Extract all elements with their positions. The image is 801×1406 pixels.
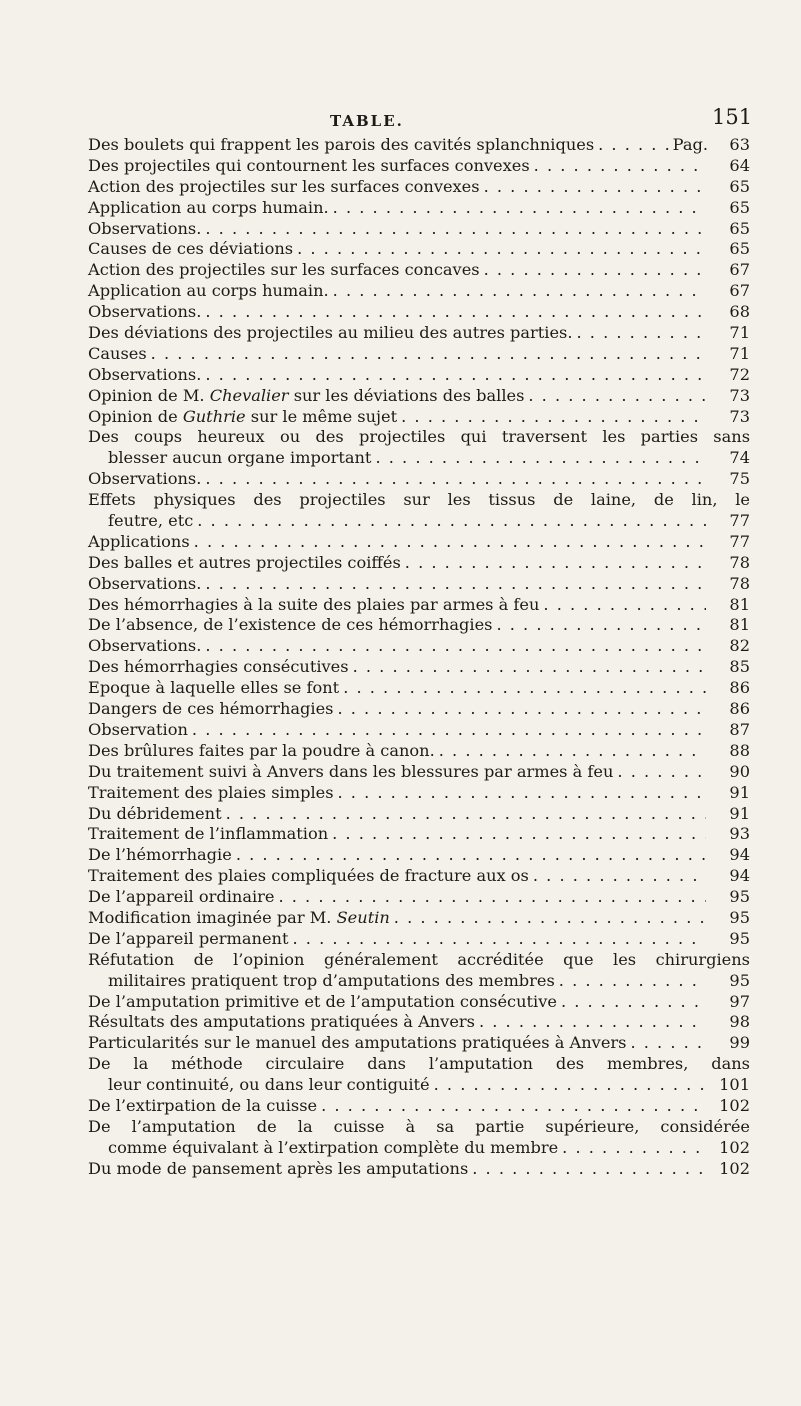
toc-entry-text: Du débridement	[88, 803, 222, 823]
toc-entry-page-number: 81	[729, 594, 750, 614]
toc-entry-text: Causes	[88, 343, 147, 363]
toc-entry	[88, 532, 750, 553]
toc-entry-line	[88, 741, 750, 762]
toc-entry-line	[88, 720, 750, 741]
dot-leader	[293, 929, 707, 950]
toc-entry-page-number: 91	[729, 782, 750, 802]
toc-entry-line	[88, 198, 750, 219]
toc-entry	[88, 950, 750, 992]
toc-entry-page-number: 99	[729, 1033, 750, 1053]
running-title: TABLE.	[330, 112, 404, 130]
toc-entry-line	[88, 344, 750, 365]
toc-entry-page-number: 75	[729, 469, 750, 489]
toc-entry-line	[88, 156, 750, 177]
toc-entry-continuation-line	[88, 448, 750, 469]
dot-leader	[205, 469, 706, 490]
toc-entry-text: Des déviations des projectiles au milieu des autres parties.	[88, 323, 573, 343]
toc-entry-line	[88, 177, 750, 198]
toc-entry-page-number: 71	[729, 343, 750, 363]
toc-entry-line	[88, 427, 750, 448]
toc-entry	[88, 1054, 750, 1096]
toc-entry-text: Réfutation de l’opinion généralement accréditée que les chirurgiens	[88, 949, 750, 969]
toc-entry	[88, 992, 750, 1013]
toc-entry-text: Modification imaginée par M. Seutin	[88, 907, 390, 927]
dot-leader	[439, 741, 706, 762]
toc-entry-line	[88, 365, 750, 386]
toc-entry-page-number: 86	[729, 699, 750, 719]
dot-leader	[528, 386, 706, 407]
toc-entry	[88, 1033, 750, 1054]
dot-leader	[484, 177, 706, 198]
toc-entry-text: feutre, etc	[108, 511, 194, 531]
toc-entry-line	[88, 929, 750, 950]
toc-entry	[88, 574, 750, 595]
toc-entry-line	[88, 866, 750, 887]
toc-entry-text: blesser aucun organe important	[108, 448, 372, 468]
toc-entry-line	[88, 887, 750, 908]
toc-entry	[88, 1096, 750, 1117]
toc-entry-page-number: 72	[729, 364, 750, 384]
dot-leader	[226, 804, 706, 825]
dot-leader	[598, 135, 669, 156]
toc-entry-page-number: 102	[719, 1095, 750, 1115]
toc-entry-text: Des coups heureux ou des projectiles qui traversent les parties sans	[88, 427, 750, 447]
dot-leader	[205, 636, 706, 657]
toc-entry-page-number: 93	[729, 824, 750, 844]
toc-entry-page-number: 63	[729, 135, 750, 154]
toc-entry-text: Observations.	[88, 364, 202, 384]
toc-entry-text: De l’extirpation de la cuisse	[88, 1095, 318, 1115]
toc-entry-page-number: 95	[729, 907, 750, 927]
toc-entry-line	[88, 469, 750, 490]
toc-entry	[88, 427, 750, 469]
dot-leader	[394, 908, 706, 929]
toc-entry-text: Dangers de ces hémorrhagies	[88, 699, 334, 719]
toc-entry-continuation-line	[88, 971, 750, 992]
toc-entry-continuation-line	[88, 511, 750, 532]
toc-entry	[88, 198, 750, 219]
toc-entry-page-number: 95	[729, 928, 750, 948]
toc-entry-text: De l’amputation de la cuisse à sa partie supérieure, considérée	[88, 1116, 750, 1136]
dot-leader	[353, 657, 706, 678]
toc-entry-page-number: 86	[729, 678, 750, 698]
toc-entry	[88, 323, 750, 344]
dot-leader	[562, 1138, 706, 1159]
toc-entry-page-number: 82	[729, 636, 750, 656]
toc-entry-page-number: 98	[729, 1012, 750, 1032]
toc-entry-text: Action des projectiles sur les surfaces convexes	[88, 176, 480, 196]
toc-entry-page-number: 102	[719, 1137, 750, 1157]
dot-leader	[533, 866, 706, 887]
toc-entry-page-number: 94	[729, 845, 750, 865]
toc-entry-line	[88, 323, 750, 344]
toc-entry-line	[88, 1096, 750, 1117]
toc-entry-line	[88, 908, 750, 929]
toc-entry	[88, 156, 750, 177]
toc-entry-line	[88, 1117, 750, 1138]
toc-entry-line	[88, 1159, 750, 1180]
toc-entry-line	[88, 135, 750, 156]
toc-entry	[88, 908, 750, 929]
toc-entry	[88, 281, 750, 302]
toc-entry	[88, 177, 750, 198]
toc-entry-page-number: 74	[729, 448, 750, 468]
toc-entry-text: leur continuité, ou dans leur contiguité	[108, 1075, 430, 1095]
toc-entry-text: Action des projectiles sur les surfaces concaves	[88, 260, 480, 280]
toc-entry-line	[88, 845, 750, 866]
toc-entry	[88, 407, 750, 428]
toc-entry-line	[88, 532, 750, 553]
toc-entry	[88, 302, 750, 323]
toc-entry-line	[88, 281, 750, 302]
toc-entry-text: De la méthode circulaire dans l’amputation des membres, dans	[88, 1054, 750, 1074]
toc-entry-page-number: 78	[729, 573, 750, 593]
dot-leader	[559, 971, 706, 992]
toc-entry-line	[88, 762, 750, 783]
toc-entry	[88, 741, 750, 762]
toc-entry-text: De l’amputation primitive et de l’amputation consécutive	[88, 991, 557, 1011]
toc-entry-text: Application au corps humain.	[88, 197, 329, 217]
toc-entry-page-number: 73	[729, 406, 750, 426]
toc-entry-continuation-line	[88, 1138, 750, 1159]
toc-entry	[88, 490, 750, 532]
dot-leader	[434, 1075, 706, 1096]
dot-leader	[192, 720, 706, 741]
toc-entry	[88, 260, 750, 281]
toc-entry-page-number: 77	[729, 511, 750, 531]
toc-entry	[88, 657, 750, 678]
toc-entry-page-number: 87	[729, 719, 750, 739]
dot-leader	[472, 1159, 706, 1180]
dot-leader	[236, 845, 706, 866]
toc-entry-line	[88, 992, 750, 1013]
toc-entry	[88, 887, 750, 908]
toc-entry-page-number: 65	[729, 239, 750, 259]
toc-entry-text: Observation	[88, 719, 188, 739]
toc-entry-page-number: 101	[719, 1075, 750, 1095]
toc-entry-text: Des hémorrhagies à la suite des plaies par armes à feu	[88, 594, 540, 614]
dot-leader	[332, 824, 706, 845]
dot-leader	[205, 219, 706, 240]
dot-leader	[205, 302, 706, 323]
dot-leader	[561, 992, 706, 1013]
toc-entry-page-number: 78	[729, 552, 750, 572]
toc-entry-text: Du mode de pansement après les amputations	[88, 1158, 469, 1178]
toc-entry-line	[88, 657, 750, 678]
toc-entry-text: Observations.	[88, 469, 202, 489]
toc-entry	[88, 615, 750, 636]
dot-leader	[375, 448, 706, 469]
dot-leader	[151, 344, 706, 365]
toc-entry-text: Observations.	[88, 218, 202, 238]
toc-entry-page-number: 77	[729, 531, 750, 551]
toc-entry-line	[88, 407, 750, 428]
toc-entry-page-number: 81	[729, 615, 750, 635]
page-header	[0, 100, 801, 130]
toc-entry-text: Opinion de Guthrie sur le même sujet	[88, 406, 398, 426]
toc-entry-line	[88, 490, 750, 511]
toc-entry-line	[88, 1012, 750, 1033]
toc-entry	[88, 553, 750, 574]
toc-entry	[88, 239, 750, 260]
dot-leader	[630, 1033, 706, 1054]
toc-entry-text: Traitement de l’inflammation	[88, 824, 329, 844]
toc-entry	[88, 824, 750, 845]
page-number: 151	[712, 105, 753, 129]
dot-leader	[205, 574, 706, 595]
toc-entry	[88, 678, 750, 699]
dot-leader	[205, 365, 706, 386]
toc-entry-text: Opinion de M. Chevalier sur les déviations des balles	[88, 385, 525, 405]
toc-entry-line	[88, 260, 750, 281]
toc-entry-line	[88, 699, 750, 720]
dot-leader	[338, 783, 706, 804]
dot-leader	[197, 511, 706, 532]
toc-entry-line	[88, 219, 750, 240]
toc-entry-line	[88, 553, 750, 574]
dot-leader	[333, 281, 706, 302]
toc-entry-page-number: 90	[729, 761, 750, 781]
dot-leader	[194, 532, 706, 553]
dot-leader	[278, 887, 706, 908]
toc-entry	[88, 783, 750, 804]
toc-entry-line	[88, 950, 750, 971]
toc-entry-text: Des boulets qui frappent les parois des cavités splanchniques	[88, 135, 595, 154]
table-of-contents	[88, 135, 750, 1180]
toc-entry-line	[88, 595, 750, 616]
dot-leader	[496, 615, 706, 636]
toc-entry-page-number: 94	[729, 866, 750, 886]
toc-entry-line	[88, 574, 750, 595]
toc-entry	[88, 804, 750, 825]
dot-leader	[543, 595, 706, 616]
toc-entry	[88, 344, 750, 365]
toc-entry-line	[88, 302, 750, 323]
toc-entry	[88, 929, 750, 950]
dot-leader	[577, 323, 707, 344]
dot-leader	[401, 407, 706, 428]
dot-leader	[343, 678, 706, 699]
toc-entry-page-number: 95	[729, 970, 750, 990]
toc-entry-text: Des brûlures faites par la poudre à canon.	[88, 740, 435, 760]
toc-entry-line	[88, 824, 750, 845]
toc-entry-text: Observations.	[88, 636, 202, 656]
toc-entry-line	[88, 636, 750, 657]
toc-entry-text: Effets physiques des projectiles sur les tissus de laine, de lin, le	[88, 490, 750, 510]
toc-entry-text: Applications	[88, 531, 190, 551]
dot-leader	[534, 156, 706, 177]
toc-entry	[88, 699, 750, 720]
toc-entry-text: Observations.	[88, 573, 202, 593]
dot-leader	[337, 699, 706, 720]
toc-entry-text: Particularités sur le manuel des amputations pratiquées à Anvers	[88, 1033, 627, 1053]
toc-entry-page-number: 67	[729, 281, 750, 301]
toc-entry-line	[88, 615, 750, 636]
toc-entry	[88, 219, 750, 240]
toc-entry-text: Observations.	[88, 302, 202, 322]
toc-entry-page-number: 73	[729, 385, 750, 405]
toc-entry-text: Traitement des plaies simples	[88, 782, 334, 802]
toc-entry-text: Traitement des plaies compliquées de fracture aux os	[88, 866, 529, 886]
toc-entry-page-number: 64	[729, 155, 750, 175]
toc-entry	[88, 636, 750, 657]
toc-entry	[88, 469, 750, 490]
toc-entry-text: Application au corps humain.	[88, 281, 329, 301]
toc-entry-line	[88, 386, 750, 407]
dot-leader	[617, 762, 706, 783]
dot-leader	[479, 1012, 706, 1033]
toc-entry-text: Résultats des amputations pratiquées à Anvers	[88, 1012, 475, 1032]
toc-entry-page-number: 102	[719, 1158, 750, 1178]
toc-entry-continuation-line	[88, 1075, 750, 1096]
toc-entry-page-number: 65	[729, 176, 750, 196]
toc-entry-text: Des balles et autres projectiles coiffés	[88, 552, 401, 572]
toc-entry-line	[88, 1054, 750, 1075]
toc-entry-text: comme équivalant à l’extirpation complète du membre	[108, 1137, 559, 1157]
toc-entry-page-number: 68	[729, 302, 750, 322]
toc-entry-line	[88, 783, 750, 804]
toc-entry	[88, 1159, 750, 1180]
toc-entry-page-number: 97	[729, 991, 750, 1011]
toc-entry-text: Des hémorrhagies consécutives	[88, 657, 349, 677]
toc-entry-page-number: 67	[729, 260, 750, 280]
page-prefix: Pag.	[672, 135, 708, 154]
toc-entry	[88, 595, 750, 616]
dot-leader	[333, 198, 706, 219]
toc-entry	[88, 845, 750, 866]
toc-entry-page-number: 65	[729, 218, 750, 238]
dot-leader	[484, 260, 706, 281]
toc-entry-line	[88, 804, 750, 825]
toc-entry-text: Epoque à laquelle elles se font	[88, 678, 340, 698]
toc-entry-page-number: 65	[729, 197, 750, 217]
toc-entry	[88, 762, 750, 783]
toc-entry-text: Des projectiles qui contournent les surfaces convexes	[88, 155, 530, 175]
toc-entry-text: De l’appareil permanent	[88, 928, 289, 948]
toc-entry-page-number: 91	[729, 803, 750, 823]
dot-leader	[405, 553, 706, 574]
toc-entry-page-number: 95	[729, 887, 750, 907]
toc-entry	[88, 365, 750, 386]
toc-entry	[88, 720, 750, 741]
toc-entry-page-number: 88	[729, 740, 750, 760]
toc-entry	[88, 866, 750, 887]
dot-leader	[297, 239, 706, 260]
toc-entry-page-number: 71	[729, 323, 750, 343]
toc-entry-text: Causes de ces déviations	[88, 239, 294, 259]
toc-entry-text: Du traitement suivi à Anvers dans les blessures par armes à feu	[88, 761, 614, 781]
toc-entry	[88, 1117, 750, 1159]
toc-entry-text: militaires pratiquent trop d’amputations des membres	[108, 970, 555, 990]
toc-entry	[88, 1012, 750, 1033]
toc-entry-page-number: 85	[729, 657, 750, 677]
toc-entry-text: De l’absence, de l’existence de ces hémorrhagies	[88, 615, 493, 635]
dot-leader	[321, 1096, 706, 1117]
toc-entry-text: De l’hémorrhagie	[88, 845, 232, 865]
toc-entry-line	[88, 239, 750, 260]
toc-entry-text: De l’appareil ordinaire	[88, 887, 275, 907]
toc-entry	[88, 386, 750, 407]
toc-entry	[88, 135, 750, 156]
toc-entry-line	[88, 1033, 750, 1054]
toc-entry-line	[88, 678, 750, 699]
